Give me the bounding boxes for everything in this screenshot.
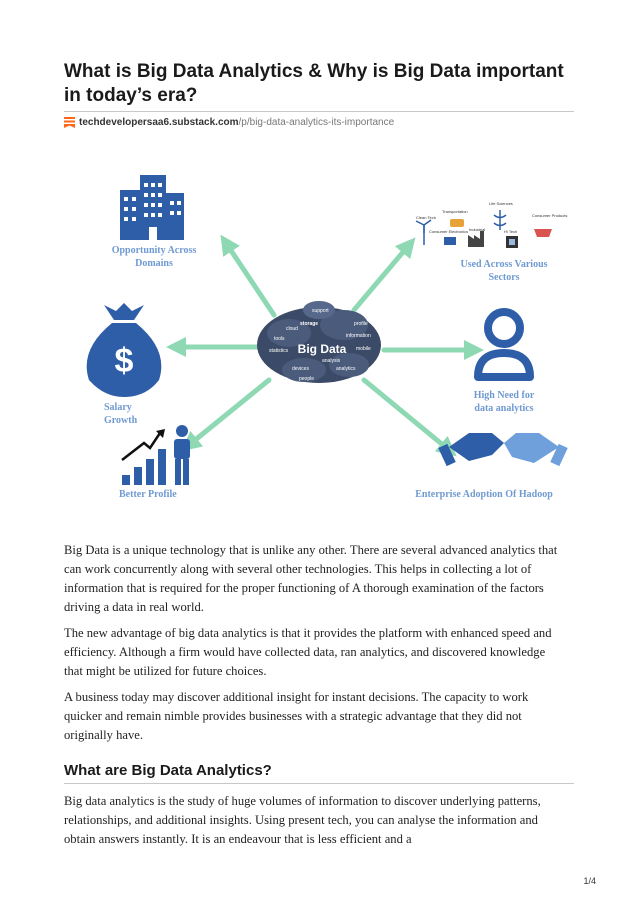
paragraph-1: Big Data is a unique technology that is unlike any other. There are several advanced analytics that can work concurrently along with several other technologies. This helps in collecting a lot of information that is required for the proper functioning of A thorough examination of the factors driving a data in real world.	[64, 543, 558, 614]
label-profile: Better Profile	[119, 489, 177, 500]
section-heading: What are Big Data Analytics?	[64, 762, 272, 779]
money-bag-icon	[87, 303, 162, 397]
cloud-word: storage	[300, 321, 319, 327]
truck-icon	[450, 219, 464, 227]
arrow-sectors	[354, 245, 409, 310]
label-opportunity-2: Domains	[135, 258, 173, 269]
cloud-word: mobile	[356, 346, 371, 352]
cloud-word: statistics	[269, 348, 289, 354]
label-sectors-2: Sectors	[488, 272, 520, 283]
page-number: 1/4	[583, 876, 596, 886]
cart-icon	[534, 229, 552, 237]
cloud-word: people	[299, 376, 315, 382]
cloud-word: information	[346, 333, 371, 339]
cloud-word: cloud	[286, 326, 298, 332]
caduceus-icon	[494, 210, 506, 230]
label-salary-2: Growth	[104, 415, 138, 426]
cloud-word: devices	[292, 366, 309, 372]
arrow-hadoop	[364, 380, 449, 450]
arrow-opportunity	[226, 243, 274, 315]
arrow-profile	[189, 380, 269, 445]
paragraph-3: A business today may discover additional insight for instant decisions. The capacity to work quicker and remain nimble provides businesses with a strategic advantage that they did not originally have.	[64, 690, 529, 742]
sector-tag: Consumer Electronics	[429, 229, 469, 234]
sector-tag: Industrial	[469, 227, 486, 232]
label-highneed-1: High Need for	[473, 390, 535, 401]
sector-tag: Clean Tech	[416, 215, 436, 220]
section-paragraph: Big data analytics is the study of huge volumes of information to discover underlying patterns, relationships, and additional insights. Using present tech, you can analyse the information and obtain answers instantly. It is an endeavour that is less efficient and a	[64, 794, 541, 846]
cloud-word: analysis	[322, 358, 341, 364]
dollar-sign: $	[114, 342, 134, 380]
label-salary-1: Salary	[104, 402, 132, 413]
sector-tag: Consumer Products	[532, 213, 568, 218]
big-data-infographic	[64, 165, 574, 520]
growth-chart-icon	[122, 429, 166, 485]
cloud-word: analytics	[336, 366, 356, 372]
page-title: What is Big Data Analytics & Why is Big Data important in today’s era?	[64, 61, 564, 106]
title-divider	[64, 111, 574, 112]
cloud-word: support	[312, 308, 329, 314]
label-opportunity-1: Opportunity Across	[111, 245, 197, 256]
source-domain[interactable]: techdevelopersaa6.substack.com	[79, 117, 239, 128]
label-sectors-1: Used Across Various	[460, 259, 548, 270]
factory-icon	[468, 231, 484, 247]
sector-tag: Life Sciences	[489, 201, 513, 206]
handshake-icon	[438, 433, 568, 466]
source-url[interactable]	[64, 117, 394, 128]
sectors-icons	[416, 201, 567, 248]
monitor-icon	[444, 237, 456, 245]
source-path[interactable]: /p/big-data-analytics-its-importance	[238, 117, 395, 128]
standing-person-icon	[174, 425, 190, 485]
person-icon	[478, 312, 530, 377]
cloud-word: tools	[274, 336, 285, 342]
sector-tag: Transportation	[442, 209, 468, 214]
label-highneed-2: data analytics	[474, 403, 534, 414]
paragraph-2: The new advantage of big data analytics is that it provides the platform with enhanced speed and efficiency. Although a firm would have collected data, ran analytics, and discovered knowledge that might be utilized for future choices.	[64, 626, 552, 678]
building-icon	[120, 175, 184, 240]
sector-tag: Hi Tech	[504, 229, 518, 234]
section-divider	[64, 783, 574, 784]
cloud-word: profile	[354, 321, 368, 327]
label-hadoop: Enterprise Adoption Of Hadoop	[415, 489, 553, 500]
substack-icon	[64, 117, 75, 128]
center-label: Big Data	[297, 342, 347, 356]
